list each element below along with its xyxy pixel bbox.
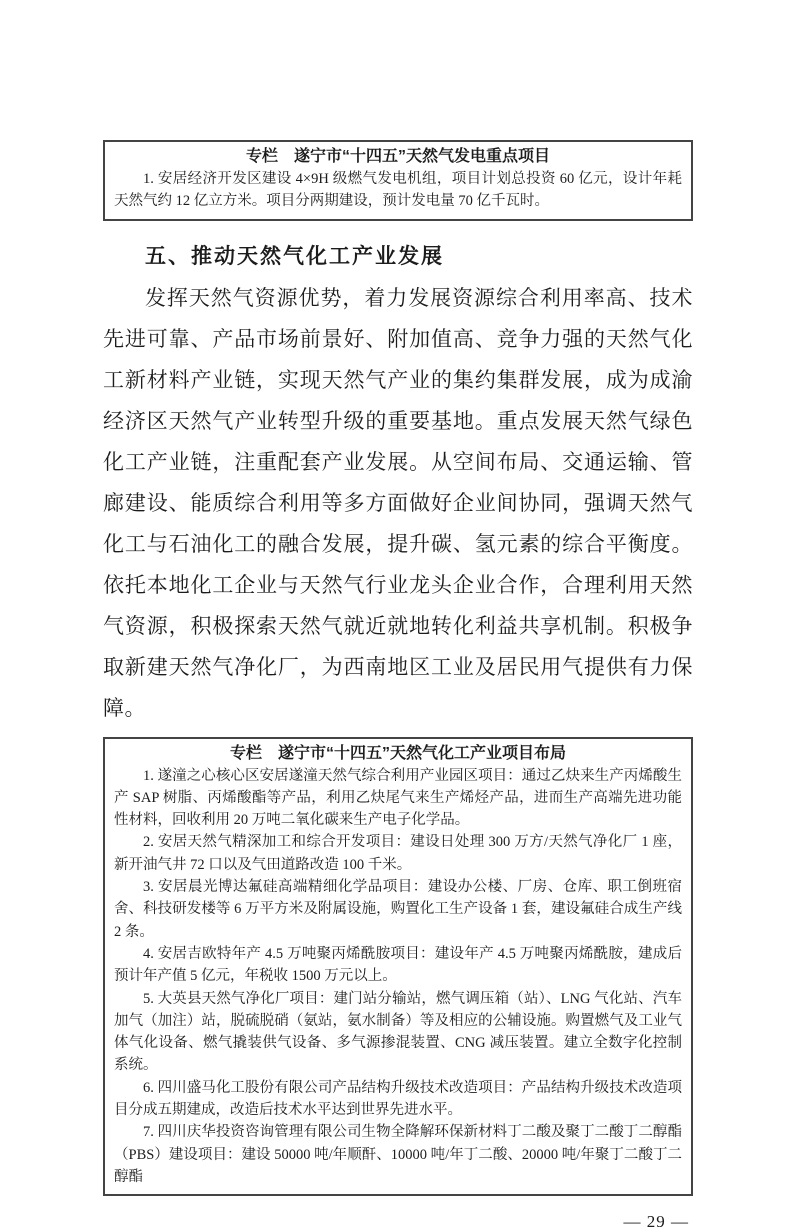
callout-box2-item: 4. 安居吉欧特年产 4.5 万吨聚丙烯酰胺项目：建设年产 4.5 万吨聚丙烯酰胺，建成后预计年产值 5 亿元，年税收 1500 万元以上。 (114, 945, 682, 985)
section-heading: 五、推动天然气化工产业发展 (145, 243, 444, 268)
callout-box-gas-chemical-projects (103, 737, 693, 1197)
page-number: — 29 — (623, 1212, 689, 1232)
callout-box-gas-power-projects (103, 140, 693, 221)
callout-box2-item: 3. 安居晨光博达氟硅高端精细化学品项目：建设办公楼、厂房、仓库、职工倒班宿舍、科技研发楼等 6 万平方米及附属设施，购置化工生产设备 1 套，建设氟硅合成生产线 2 条。 (114, 879, 682, 940)
callout-box1-item: 1. 安居经济开发区建设 4×9H 级燃气发电机组，项目计划总投资 60 亿元，设计年耗天然气约 12 亿立方米。项目分两期建设，预计发电量 70 亿千瓦时。 (114, 171, 682, 210)
document-page (103, 140, 693, 1232)
callout-box2-item: 1. 遂潼之心核心区安居遂潼天然气综合利用产业园区项目：通过乙炔来生产丙烯酸生产 SAP 树脂、丙烯酸酯等产品，利用乙炔尾气来生产烯烃产品，进而生产高端先进功能性材料，回收利用 20 万吨二氧化碳来生产电子化学品。 (114, 767, 682, 829)
callout-box2-item: 6. 四川盛马化工股份有限公司产品结构升级技术改造项目：产品结构升级技术改造项目分成五期建成，改造后技术水平达到世界先进水平。 (114, 1079, 682, 1119)
callout-box2-item: 7. 四川庆华投资咨询管理有限公司生物全降解环保新材料丁二酸及聚丁二酸丁二醇酯（PBS）建设项目：建设 50000 吨/年顺酐、10000 吨/年丁二酸、20000 吨/年聚丁二酸丁二醇酯 (114, 1124, 682, 1185)
callout-box2-item: 2. 安居天然气精深加工和综合开发项目：建设日处理 300 万方/天然气净化厂 1 座，新开油气井 72 口以及气田道路改造 100 千米。 (114, 834, 682, 873)
body-paragraph: 发挥天然气资源优势，着力发展资源综合利用率高、技术先进可靠、产品市场前景好、附加值高、竞争力强的天然气化工新材料产业链，实现天然气产业的集约集群发展，成为成渝经济区天然气产业转型升级的重要基地。重点发展天然气绿色化工产业链，注重配套产业发展。从空间布局、交通运输、管廊建设、能质综合利用等多方面做好企业间协同，强调天然气化工与石油化工的融合发展，提升碳、氢元素的综合平衡度。依托本地化工企业与天然气行业龙头企业合作，合理利用天然气资源，积极探索天然气就近就地转化利益共享机制。积极争取新建天然气净化厂，为西南地区工业及居民用气提供有力保障。 (103, 285, 693, 720)
callout-box1-title: 专栏 遂宁市“十四五”天然气发电重点项目 (245, 148, 550, 165)
callout-box2-item: 5. 大英县天然气净化厂项目：建门站分输站，燃气调压箱（站）、LNG 气化站、汽车加气（加注）站，脱硫脱硝（氨站，氨水制备）等及相应的公辅设施。购置燃气及工业气体气化设备、燃气撬装供气设备、多气源掺混装置、CNG 减压装置。建立全数字化控制系统。 (114, 990, 682, 1074)
callout-box2-title: 专栏 遂宁市“十四五”天然气化工产业项目布局 (229, 744, 566, 762)
